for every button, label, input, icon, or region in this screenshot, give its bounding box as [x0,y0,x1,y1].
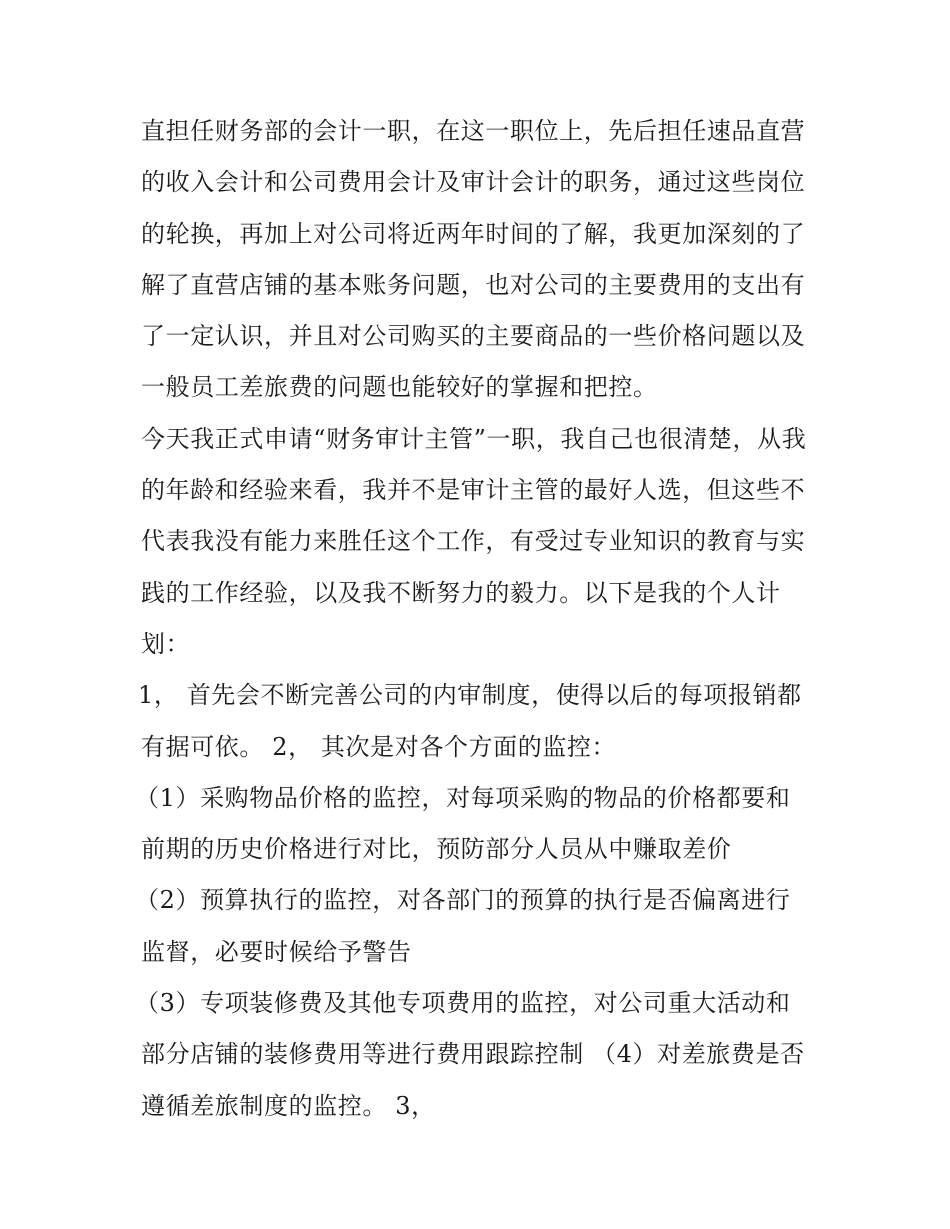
text-line: 监督，必要时候给予警告 [141,937,412,966]
list-item-line: 1， 首先会不断完善公司的内审制度，使得以后的每项报销都 [138,681,802,710]
text-line: 直担任财务部的会计一职，在这一职位上，先后担任速品直营 [141,117,806,145]
text-line: 前期的历史价格进行对比，预防部分人员从中赚取差价 [141,835,732,864]
text-line: 一般员工差旅费的问题也能较好的掌握和把控。 [141,373,658,402]
text-line: 解了直营店铺的基本账务问题，也对公司的主要费用的支出有 [141,270,806,299]
text-line: 代表我没有能力来胜任这个工作，有受过专业知识的教育与实 [141,527,806,556]
sub-item-line: （3）专项装修费及其他专项费用的监控，对公司重大活动和 [135,989,791,1018]
text-line: 的年龄和经验来看，我并不是审计主管的最好人选，但这些不 [141,476,806,505]
text-line: 了一定认识，并且对公司购买的主要商品的一些价格问题以及 [141,322,806,351]
sub-item-line: （1）采购物品价格的监控，对每项采购的物品的价格都要和 [135,783,791,812]
text-line: 的收入会计和公司费用会计及审计会计的职务，通过这些岗位 [141,168,806,197]
text-line: 划： [141,629,191,658]
body-text [135,106,821,1132]
text-line: 践的工作经验，以及我不断努力的毅力。以下是我的个人计 [141,578,781,607]
text-line: 今天我正式申请“财务审计主管”一职，我自己也很清楚，从我 [141,424,807,453]
text-line: 部分店铺的装修费用等进行费用跟踪控制 （4）对差旅费是否 [141,1040,805,1069]
text-line: 遵循差旅制度的监控。 3， [141,1091,436,1120]
text-line: 有据可依。 2， 其次是对各个方面的监控： [141,732,617,761]
text-line: 的轮换，再加上对公司将近两年时间的了解，我更加深刻的了 [141,219,806,248]
sub-item-line: （2）预算执行的监控，对各部门的预算的执行是否偏离进行 [135,886,791,915]
